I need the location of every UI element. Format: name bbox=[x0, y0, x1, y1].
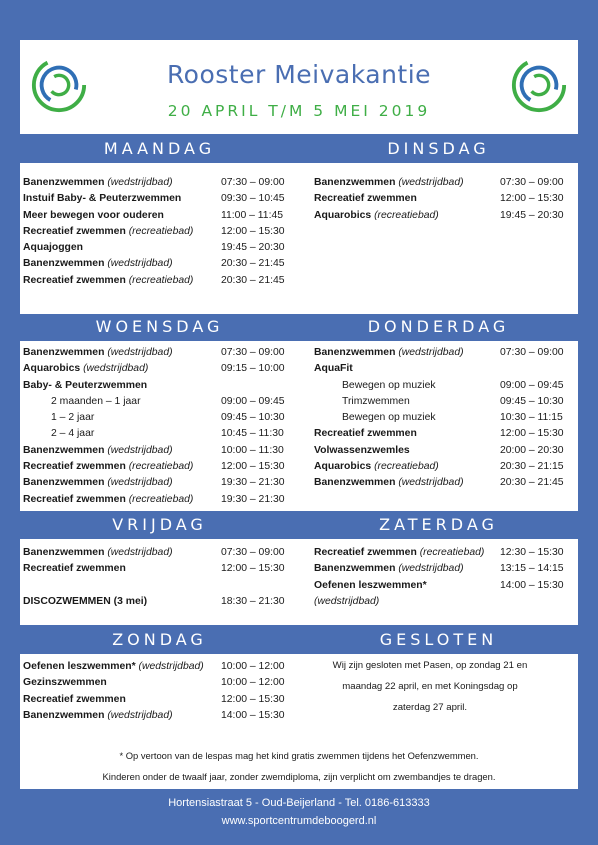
activity-name bbox=[314, 345, 464, 361]
activity-time: 07:30 – 09:00 bbox=[221, 177, 285, 188]
note-lespas: * Op vertoon van de lespas mag het kind gratis zwemmen tijdens het Oefenzwemmen. bbox=[119, 750, 479, 761]
activity-name bbox=[314, 578, 427, 594]
activity-location: (wedstrijdbad) bbox=[398, 177, 464, 188]
activity-title: Recreatief zwemmen bbox=[314, 428, 417, 440]
activity-time: 12:00 – 15:30 bbox=[221, 563, 285, 575]
activity-name bbox=[314, 561, 464, 577]
activity-title: DISCOZWEMMEN (3 mei) bbox=[23, 595, 148, 607]
activity-name: 1 – 2 jaar bbox=[51, 412, 95, 424]
activity-time: 09:15 – 10:00 bbox=[221, 363, 285, 375]
activity-title: Baby- & Peuterzwemmen bbox=[23, 379, 148, 391]
activity-title: Oefenen leszwemmen* bbox=[23, 661, 136, 672]
activity-time: 07:30 – 09:00 bbox=[221, 547, 285, 558]
activity-name bbox=[23, 561, 126, 577]
activity-title: Recreatief zwemmen bbox=[314, 547, 417, 558]
activity-title: Recreatief zwemmen bbox=[23, 563, 126, 575]
activity-name bbox=[23, 459, 193, 475]
activity-name bbox=[23, 240, 83, 256]
activity-title: Banenzwemmen bbox=[314, 477, 396, 489]
activity-time: 09:45 – 10:30 bbox=[500, 395, 564, 407]
activity-time: 20:30 – 21:45 bbox=[500, 477, 564, 489]
activity-time: 09:00 – 09:45 bbox=[500, 379, 564, 391]
activity-time: 12:00 – 15:30 bbox=[221, 225, 285, 237]
activity-time: 10:30 – 11:15 bbox=[500, 412, 563, 424]
closed-notice bbox=[295, 655, 565, 718]
activity-title: Aquarobics bbox=[23, 363, 81, 375]
activity-name bbox=[23, 208, 164, 224]
activity-location: (recreatiebad) bbox=[374, 209, 439, 221]
activity-title: Banenzwemmen bbox=[314, 563, 396, 575]
activity-title: Aquarobics bbox=[314, 209, 372, 221]
activity-time: 13:15 – 14:15 bbox=[500, 563, 564, 575]
activity-location: (recreatiebad) bbox=[128, 493, 194, 505]
activity-name: Bewegen op muziek bbox=[342, 379, 436, 391]
activity-time: 14:00 – 15:30 bbox=[500, 579, 564, 591]
activity-name bbox=[23, 175, 173, 191]
activity-name bbox=[23, 475, 173, 491]
activity-title: Recreatief zwemmen bbox=[314, 193, 417, 205]
activity-time: 07:30 – 09:00 bbox=[500, 347, 564, 358]
heading-zaterdag: ZATERDAG bbox=[379, 515, 498, 534]
activity-name bbox=[314, 191, 417, 207]
activity-time: 10:45 – 11:30 bbox=[221, 428, 284, 440]
activity-time: 20:00 – 20:30 bbox=[500, 444, 564, 456]
activity-name: Trimzwemmen bbox=[342, 395, 410, 407]
activity-location: (recreatiebad) bbox=[419, 547, 485, 558]
activity-title: Gezinszwemmen bbox=[23, 677, 107, 689]
activity-name bbox=[23, 708, 173, 724]
note-zwembandjes: Kinderen onder de twaalf jaar, zonder zwemdiploma, zijn verplicht om zwembandjes te dragen. bbox=[102, 771, 496, 782]
activity-name bbox=[23, 545, 173, 561]
activity-location: (wedstrijdbad) bbox=[138, 661, 204, 672]
activity-time: 11:00 – 11:45 bbox=[221, 209, 284, 221]
heading-vrijdag: VRIJDAG bbox=[112, 515, 207, 534]
activity-name bbox=[314, 426, 417, 442]
activity-name: 2 maanden – 1 jaar bbox=[51, 395, 141, 407]
activity-time: 12:30 – 15:30 bbox=[500, 547, 564, 558]
activity-title: Banenzwemmen bbox=[23, 347, 105, 358]
activity-time: 09:00 – 09:45 bbox=[221, 395, 285, 407]
closed-line: zaterdag 27 april. bbox=[392, 702, 468, 713]
activity-time: 19:45 – 20:30 bbox=[500, 209, 564, 221]
activity-title: Volwassenzwemles bbox=[314, 444, 410, 456]
activity-title: Banenzwemmen bbox=[23, 444, 105, 456]
activity-name bbox=[314, 475, 464, 491]
activity-location: (wedstrijdbad) bbox=[83, 363, 149, 375]
activity-time: 10:00 – 11:30 bbox=[221, 444, 284, 456]
activity-title: Recreatief zwemmen bbox=[23, 461, 126, 473]
activity-name bbox=[23, 443, 173, 459]
activity-time: 12:00 – 15:30 bbox=[500, 193, 564, 205]
activity-name bbox=[23, 191, 181, 207]
activity-name bbox=[23, 378, 147, 394]
activity-time: 07:30 – 09:00 bbox=[500, 177, 564, 188]
activity-location: (wedstrijdbad) bbox=[398, 563, 464, 575]
footer-address: Hortensiastraat 5 - Oud-Beijerland - Tel. 0186-613333 bbox=[168, 797, 430, 809]
activity-time: 18:30 – 21:30 bbox=[221, 595, 285, 607]
activity-title: Banenzwemmen bbox=[23, 477, 105, 489]
activity-name bbox=[314, 208, 439, 224]
activity-name bbox=[23, 224, 193, 240]
activity-time: 12:00 – 15:30 bbox=[500, 428, 564, 440]
activity-title: Oefenen leszwemmen* bbox=[314, 579, 427, 591]
activity-time: 12:00 – 15:30 bbox=[221, 461, 285, 473]
activity-name bbox=[314, 443, 410, 459]
activity-title: Banenzwemmen bbox=[23, 547, 105, 558]
activity-location: (wedstrijdbad) bbox=[107, 547, 173, 558]
activity-name bbox=[23, 345, 173, 361]
activity-name bbox=[23, 594, 147, 610]
activity-name bbox=[314, 459, 439, 475]
activity-location: (wedstrijdbad) bbox=[314, 595, 380, 607]
activity-title: Banenzwemmen bbox=[23, 177, 105, 188]
activity-time: 09:45 – 10:30 bbox=[221, 412, 285, 424]
activity-time: 19:30 – 21:30 bbox=[221, 493, 285, 505]
activity-title: Recreatief zwemmen bbox=[23, 274, 126, 286]
activity-name bbox=[23, 361, 148, 377]
heading-woensdag: WOENSDAG bbox=[95, 317, 224, 336]
activity-title: Banenzwemmen bbox=[314, 347, 396, 358]
activity-name bbox=[314, 594, 379, 610]
activity-location: (wedstrijdbad) bbox=[107, 477, 173, 489]
activity-title: Aquajoggen bbox=[23, 242, 84, 254]
closed-line: maandag 22 april, en met Koningsdag op bbox=[342, 681, 518, 692]
activity-location: (recreatiebad) bbox=[128, 274, 194, 286]
swirl-logo-icon bbox=[510, 56, 568, 114]
activity-name bbox=[23, 692, 126, 708]
activity-title: Banenzwemmen bbox=[23, 709, 105, 721]
activity-location: (wedstrijdbad) bbox=[107, 444, 173, 456]
activity-time: 10:00 – 12:00 bbox=[221, 677, 285, 689]
activity-name: Bewegen op muziek bbox=[342, 412, 436, 424]
activity-title: Recreatief zwemmen bbox=[23, 693, 126, 705]
page-subtitle: 20 APRIL T/M 5 MEI 2019 bbox=[167, 102, 431, 120]
activity-time: 20:30 – 21:45 bbox=[221, 258, 285, 270]
activity-time: 09:30 – 10:45 bbox=[221, 193, 285, 205]
activity-title: Meer bewegen voor ouderen bbox=[23, 209, 164, 221]
activity-time: 19:30 – 21:30 bbox=[221, 477, 285, 489]
activity-name bbox=[23, 273, 193, 289]
activity-location: (wedstrijdbad) bbox=[398, 477, 464, 489]
activity-location: (wedstrijdbad) bbox=[107, 177, 173, 188]
activity-location: (wedstrijdbad) bbox=[107, 709, 173, 721]
page-title: Rooster Meivakantie bbox=[166, 60, 432, 89]
heading-dinsdag: DINSDAG bbox=[387, 139, 490, 158]
heading-donderdag: DONDERDAG bbox=[367, 317, 510, 336]
activity-name bbox=[23, 675, 107, 691]
activity-title: Aquarobics bbox=[314, 461, 372, 473]
activity-time: 20:30 – 21:45 bbox=[221, 274, 285, 286]
activity-location: (wedstrijdbad) bbox=[107, 258, 173, 270]
activity-title: Banenzwemmen bbox=[314, 177, 396, 188]
activity-name bbox=[23, 492, 193, 508]
activity-name bbox=[23, 659, 204, 675]
activity-title: Recreatief zwemmen bbox=[23, 493, 126, 505]
activity-location: (recreatiebad) bbox=[128, 461, 194, 473]
heading-zondag: ZONDAG bbox=[112, 630, 207, 649]
activity-location: (wedstrijdbad) bbox=[107, 347, 173, 358]
activity-name: 2 – 4 jaar bbox=[51, 428, 95, 440]
activity-time: 14:00 – 15:30 bbox=[221, 709, 285, 721]
activity-time: 20:30 – 21:15 bbox=[500, 461, 564, 473]
heading-gesloten: GESLOTEN bbox=[379, 630, 498, 649]
heading-maandag: MAANDAG bbox=[103, 139, 216, 158]
activity-name bbox=[314, 175, 464, 191]
activity-location: (wedstrijdbad) bbox=[398, 347, 464, 358]
activity-name bbox=[23, 256, 173, 272]
activity-title: Instuif Baby- & Peuterzwemmen bbox=[23, 193, 182, 205]
footer-website[interactable]: www.sportcentrumdeboogerd.nl bbox=[221, 815, 377, 827]
activity-location: (recreatiebad) bbox=[128, 225, 194, 237]
activity-location: (recreatiebad) bbox=[374, 461, 439, 473]
activity-time: 12:00 – 15:30 bbox=[221, 693, 285, 705]
activity-time: 19:45 – 20:30 bbox=[221, 242, 285, 254]
header-panel bbox=[20, 40, 578, 134]
activity-title: AquaFit bbox=[314, 363, 353, 375]
activity-time: 10:00 – 12:00 bbox=[221, 661, 285, 672]
activity-name bbox=[314, 361, 353, 377]
activity-time: 07:30 – 09:00 bbox=[221, 347, 285, 358]
activity-title: Banenzwemmen bbox=[23, 258, 105, 270]
activity-title: Recreatief zwemmen bbox=[23, 225, 126, 237]
activity-name bbox=[314, 545, 484, 561]
closed-line: Wij zijn gesloten met Pasen, op zondag 21 en bbox=[332, 660, 528, 671]
